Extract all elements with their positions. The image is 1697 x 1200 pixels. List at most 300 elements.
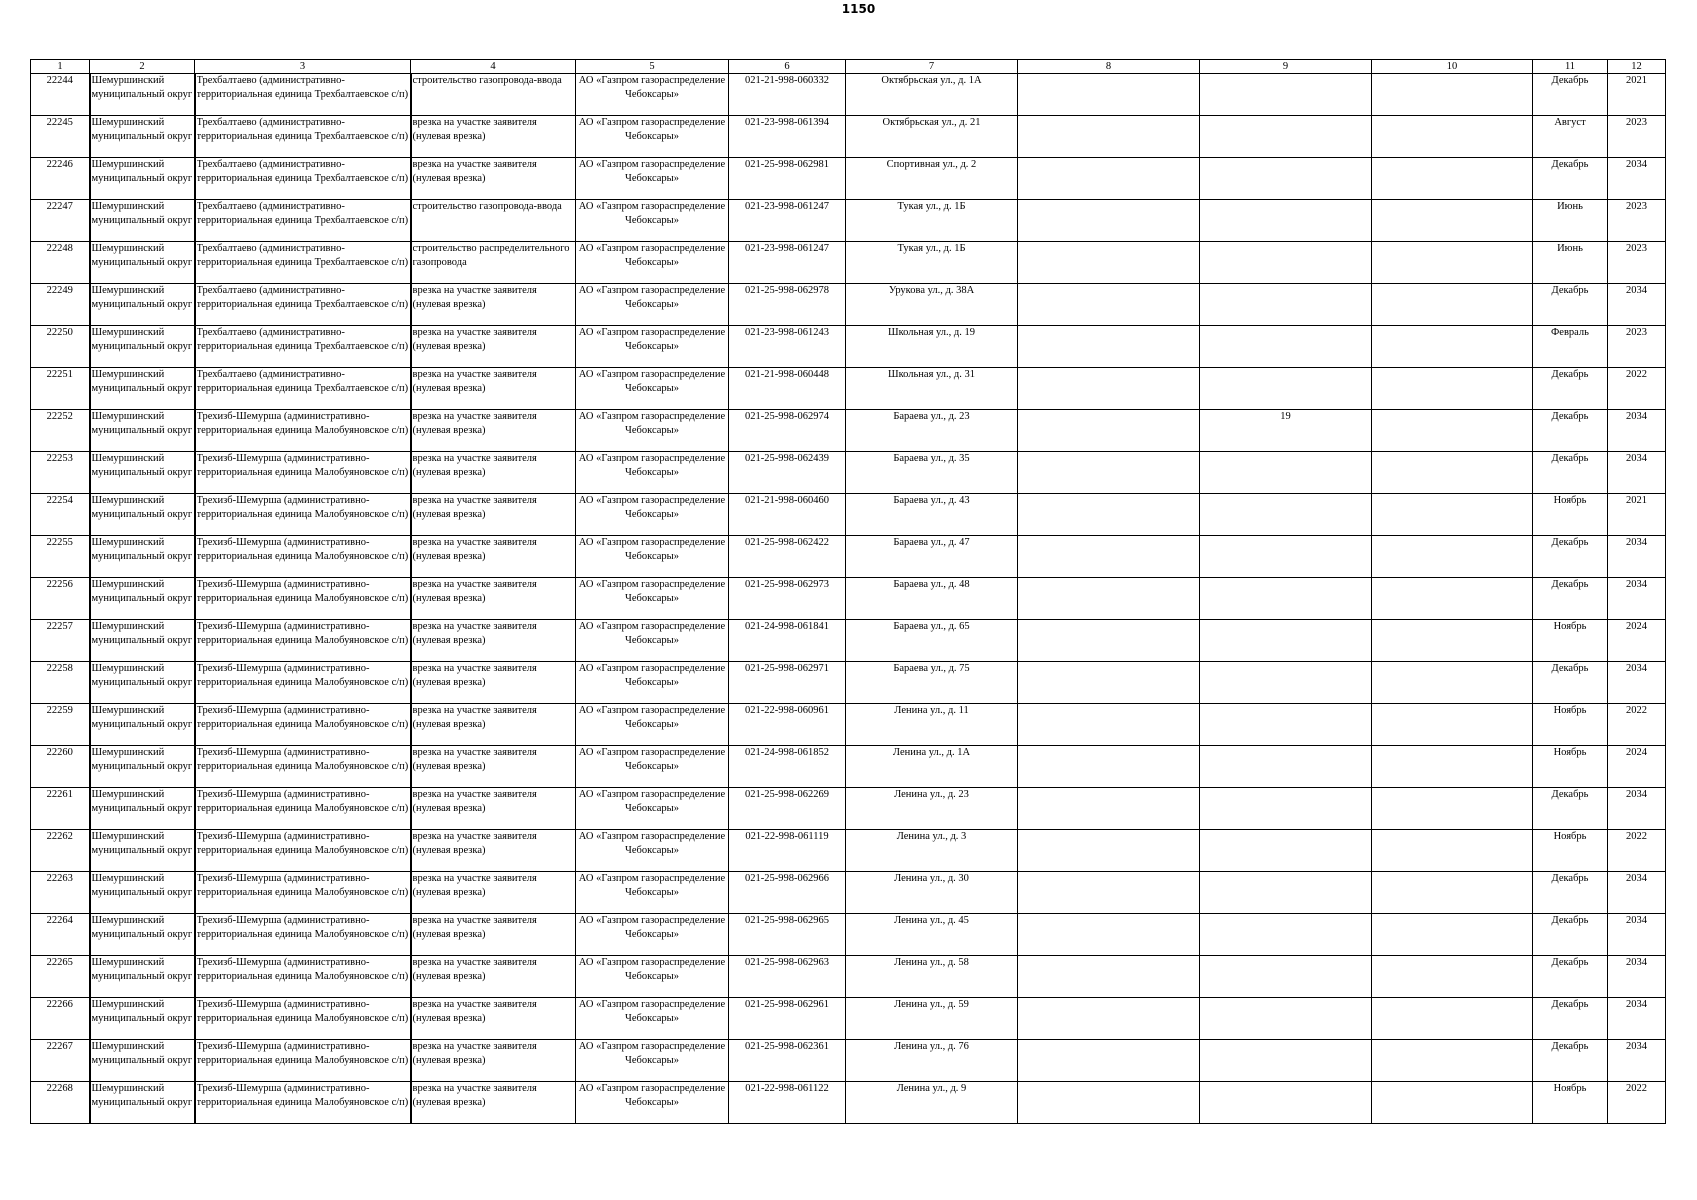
year-cell-text: 2034 [1626,537,1647,548]
row-number-text: 22252 [46,411,73,422]
month-cell [1533,158,1608,200]
organization-cell [576,452,729,494]
table-row [31,410,1666,452]
year-cell-text: 2034 [1626,579,1647,590]
year-cell-text: 2034 [1626,789,1647,800]
address-cell-text: Спортивная ул., д. 2 [886,159,977,170]
column-8-cell [1018,998,1200,1040]
column-10-cell [1372,914,1533,956]
row-number [31,578,90,620]
column-8-cell-text [1019,284,1198,325]
object-code-cell-text: 021-25-998-062965 [745,915,829,926]
column-9-cell-text [1201,536,1370,577]
address-cell [846,242,1018,284]
object-code-cell-text: 021-22-998-061119 [745,831,829,842]
address-cell [846,410,1018,452]
column-9-cell-text [1201,914,1370,955]
table-row [31,1040,1666,1082]
object-code-cell-text: 021-23-998-061243 [745,327,829,338]
work-type-cell [411,116,576,158]
month-cell [1533,452,1608,494]
column-9-cell [1200,242,1372,284]
organization-cell [576,1040,729,1082]
organization-cell [576,662,729,704]
settlement-cell [195,914,411,956]
column-10-cell-text [1373,1040,1531,1081]
object-code-cell [729,746,846,788]
object-code-cell-text: 021-25-998-062439 [745,453,829,464]
column-8-cell-text [1019,704,1198,745]
address-cell-text: Бараева ул., д. 23 [893,411,970,422]
row-number-text: 22253 [46,453,73,464]
year-cell-text: 2022 [1626,1083,1647,1094]
organization-cell [576,1082,729,1124]
column-8-cell [1018,410,1200,452]
column-9-cell-text [1201,284,1370,325]
address-cell-text: Бараева ул., д. 48 [893,579,970,590]
column-8-cell [1018,368,1200,410]
organization-cell-text: АО «Газпром газораспределение Чебоксары» [578,579,726,604]
work-type-cell-text: врезка на участке заявителя (нулевая врезка) [412,873,537,898]
column-header: 9 [1200,60,1372,74]
organization-cell-text: АО «Газпром газораспределение Чебоксары» [578,1041,726,1066]
column-10-cell-text [1373,368,1531,409]
organization-cell-text: АО «Газпром газораспределение Чебоксары» [578,663,726,688]
object-code-cell [729,74,846,116]
work-type-cell-text: врезка на участке заявителя (нулевая врезка) [412,957,537,982]
table-row [31,704,1666,746]
month-cell-text: Декабрь [1551,369,1589,380]
object-code-cell [729,242,846,284]
organization-cell-text: АО «Газпром газораспределение Чебоксары» [578,495,726,520]
district-cell [90,326,195,368]
column-9-cell-text [1201,242,1370,283]
row-number [31,788,90,830]
settlement-cell-text: Трехизб-Шемурша (административно-территориальная единица Малобуяновское с/п) [196,915,409,940]
district-cell-text: Шемуршинский муниципальный округ [91,159,193,184]
column-10-cell-text [1373,200,1531,241]
object-code-cell [729,914,846,956]
organization-cell [576,200,729,242]
month-cell-text: Декабрь [1551,579,1589,590]
work-type-cell [411,74,576,116]
organization-cell-text: АО «Газпром газораспределение Чебоксары» [578,159,726,184]
object-code-cell [729,1040,846,1082]
year-cell [1608,998,1666,1040]
column-10-cell [1372,578,1533,620]
table-row [31,578,1666,620]
year-cell-text: 2034 [1626,1041,1647,1052]
column-8-cell-text [1019,662,1198,703]
organization-cell-text: АО «Газпром газораспределение Чебоксары» [578,327,726,352]
row-number-text: 22265 [46,957,73,968]
column-9-cell-text: 19 [1280,411,1291,422]
settlement-cell [195,704,411,746]
month-cell-text: Декабрь [1551,1041,1589,1052]
column-header: 12 [1608,60,1666,74]
settlement-cell-text: Трехбалтаево (административно-территориальная единица Трехбалтаевское с/п) [196,117,409,142]
month-cell-text: Август [1554,117,1586,128]
row-number-text: 22260 [46,747,73,758]
settlement-cell [195,452,411,494]
table-row [31,536,1666,578]
object-code-cell-text: 021-23-998-061247 [745,243,829,254]
table-body [31,74,1666,1124]
district-cell-text: Шемуршинский муниципальный округ [91,327,193,352]
column-10-cell-text [1373,998,1531,1039]
table-row [31,620,1666,662]
settlement-cell [195,242,411,284]
object-code-cell [729,704,846,746]
column-9-cell [1200,830,1372,872]
row-number [31,662,90,704]
column-8-cell-text [1019,368,1198,409]
table-row [31,74,1666,116]
organization-cell [576,368,729,410]
column-header: 6 [729,60,846,74]
column-10-cell-text [1373,956,1531,997]
district-cell [90,662,195,704]
column-8-cell [1018,956,1200,998]
district-cell-text: Шемуршинский муниципальный округ [91,537,193,562]
column-10-cell [1372,704,1533,746]
year-cell [1608,956,1666,998]
address-cell-text: Ленина ул., д. 45 [894,915,969,926]
object-code-cell-text: 021-23-998-061394 [745,117,829,128]
row-number [31,1040,90,1082]
table-row [31,1082,1666,1124]
column-10-cell-text [1373,326,1531,367]
address-cell [846,326,1018,368]
address-cell-text: Тукая ул., д. 1Б [897,243,966,254]
column-header: 2 [90,60,195,74]
column-10-cell-text [1373,410,1531,451]
district-cell-text: Шемуршинский муниципальный округ [91,1041,193,1066]
settlement-cell-text: Трехизб-Шемурша (административно-территориальная единица Малобуяновское с/п) [196,495,409,520]
row-number [31,452,90,494]
column-8-cell-text [1019,116,1198,157]
object-code-cell [729,998,846,1040]
work-type-cell [411,998,576,1040]
settlement-cell [195,956,411,998]
column-10-cell-text [1373,452,1531,493]
column-10-cell-text [1373,578,1531,619]
column-10-cell [1372,746,1533,788]
row-number [31,746,90,788]
column-header: 1 [31,60,90,74]
table-row [31,956,1666,998]
month-cell-text: Февраль [1551,327,1589,338]
settlement-cell [195,74,411,116]
year-cell [1608,494,1666,536]
column-10-cell-text [1373,116,1531,157]
district-cell-text: Шемуршинский муниципальный округ [91,495,193,520]
column-9-cell [1200,662,1372,704]
object-code-cell [729,1082,846,1124]
year-cell-text: 2034 [1626,999,1647,1010]
object-code-cell-text: 021-25-998-062981 [745,159,829,170]
year-cell-text: 2034 [1626,411,1647,422]
column-header: 11 [1533,60,1608,74]
year-cell [1608,158,1666,200]
column-9-cell [1200,368,1372,410]
settlement-cell [195,662,411,704]
work-type-cell-text: врезка на участке заявителя (нулевая врезка) [412,915,537,940]
column-9-cell [1200,116,1372,158]
address-cell [846,200,1018,242]
column-8-cell [1018,158,1200,200]
year-cell [1608,704,1666,746]
column-10-cell-text [1373,158,1531,199]
settlement-cell-text: Трехбалтаево (административно-территориальная единица Трехбалтаевское с/п) [196,159,409,184]
district-cell [90,200,195,242]
year-cell-text: 2023 [1626,117,1647,128]
column-8-cell [1018,620,1200,662]
row-number-text: 22249 [46,285,73,296]
month-cell [1533,578,1608,620]
year-cell-text: 2034 [1626,915,1647,926]
organization-cell-text: АО «Газпром газораспределение Чебоксары» [578,369,726,394]
organization-cell [576,158,729,200]
work-type-cell-text: строительство газопровода-ввода [412,75,562,86]
month-cell [1533,242,1608,284]
column-10-cell-text [1373,74,1531,115]
column-9-cell-text [1201,74,1370,115]
work-type-cell-text: врезка на участке заявителя (нулевая врезка) [412,495,537,520]
district-cell [90,914,195,956]
column-9-cell [1200,536,1372,578]
month-cell-text: Декабрь [1551,75,1589,86]
work-type-cell-text: врезка на участке заявителя (нулевая врезка) [412,663,537,688]
column-8-cell-text [1019,620,1198,661]
month-cell [1533,872,1608,914]
table-row [31,116,1666,158]
column-9-cell [1200,326,1372,368]
work-type-cell [411,410,576,452]
year-cell-text: 2034 [1626,285,1647,296]
settlement-cell-text: Трехизб-Шемурша (административно-территориальная единица Малобуяновское с/п) [196,1041,409,1066]
district-cell-text: Шемуршинский муниципальный округ [91,705,193,730]
row-number [31,410,90,452]
work-type-cell [411,788,576,830]
address-cell-text: Ленина ул., д. 58 [894,957,969,968]
work-type-cell-text: врезка на участке заявителя (нулевая врезка) [412,159,537,184]
month-cell [1533,536,1608,578]
month-cell-text: Декабрь [1551,159,1589,170]
object-code-cell-text: 021-25-998-062963 [745,957,829,968]
object-code-cell [729,830,846,872]
address-cell-text: Школьная ул., д. 19 [887,327,976,338]
settlement-cell-text: Трехбалтаево (административно-территориальная единица Трехбалтаевское с/п) [196,243,409,268]
column-8-cell-text [1019,1082,1198,1123]
settlement-cell [195,1082,411,1124]
column-8-cell-text [1019,452,1198,493]
work-type-cell [411,704,576,746]
column-10-cell [1372,830,1533,872]
address-cell-text: Бараева ул., д. 43 [893,495,970,506]
work-type-cell-text: врезка на участке заявителя (нулевая врезка) [412,117,537,142]
work-type-cell [411,200,576,242]
month-cell [1533,116,1608,158]
organization-cell-text: АО «Газпром газораспределение Чебоксары» [578,831,726,856]
work-type-cell [411,746,576,788]
settlement-cell [195,200,411,242]
row-number [31,326,90,368]
column-10-cell [1372,788,1533,830]
organization-cell-text: АО «Газпром газораспределение Чебоксары» [578,621,726,646]
district-cell [90,956,195,998]
column-9-cell [1200,410,1372,452]
address-cell-text: Урукова ул., д. 38А [888,285,975,296]
address-cell-text: Ленина ул., д. 11 [894,705,969,716]
district-cell [90,872,195,914]
column-8-cell [1018,116,1200,158]
month-cell [1533,662,1608,704]
district-cell-text: Шемуршинский муниципальный округ [91,621,193,646]
table-row [31,788,1666,830]
table-row [31,368,1666,410]
month-cell-text: Декабрь [1551,285,1589,296]
month-cell-text: Декабрь [1551,411,1589,422]
district-cell [90,830,195,872]
address-cell [846,956,1018,998]
object-code-cell [729,872,846,914]
settlement-cell [195,578,411,620]
object-code-cell-text: 021-22-998-061122 [745,1083,829,1094]
column-9-cell-text [1201,746,1370,787]
month-cell [1533,956,1608,998]
organization-cell-text: АО «Газпром газораспределение Чебоксары» [578,1083,726,1108]
settlement-cell-text: Трехизб-Шемурша (административно-территориальная единица Малобуяновское с/п) [196,621,409,646]
year-cell-text: 2024 [1626,747,1647,758]
address-cell-text: Октябрьская ул., д. 21 [882,117,981,128]
settlement-cell-text: Трехизб-Шемурша (административно-территориальная единица Малобуяновское с/п) [196,705,409,730]
column-8-cell [1018,746,1200,788]
year-cell [1608,116,1666,158]
row-number [31,368,90,410]
work-type-cell-text: врезка на участке заявителя (нулевая врезка) [412,705,537,730]
work-type-cell-text: врезка на участке заявителя (нулевая врезка) [412,621,537,646]
column-8-cell [1018,662,1200,704]
object-code-cell [729,536,846,578]
organization-cell [576,494,729,536]
organization-cell [576,536,729,578]
column-header: 8 [1018,60,1200,74]
work-type-cell-text: врезка на участке заявителя (нулевая врезка) [412,327,537,352]
organization-cell [576,830,729,872]
settlement-cell-text: Трехизб-Шемурша (административно-территориальная единица Малобуяновское с/п) [196,537,409,562]
object-code-cell [729,578,846,620]
district-cell-text: Шемуршинский муниципальный округ [91,411,193,436]
column-8-cell [1018,494,1200,536]
address-cell [846,914,1018,956]
month-cell-text: Ноябрь [1553,705,1587,716]
organization-cell-text: АО «Газпром газораспределение Чебоксары» [578,705,726,730]
column-9-cell-text [1201,1082,1370,1123]
column-8-cell-text [1019,872,1198,913]
column-10-cell-text [1373,704,1531,745]
month-cell [1533,1040,1608,1082]
month-cell-text: Ноябрь [1553,831,1587,842]
year-cell-text: 2022 [1626,705,1647,716]
organization-cell-text: АО «Газпром газораспределение Чебоксары» [578,747,726,772]
year-cell-text: 2021 [1626,495,1647,506]
column-10-cell [1372,956,1533,998]
address-cell-text: Бараева ул., д. 65 [893,621,970,632]
column-8-cell [1018,74,1200,116]
column-10-cell-text [1373,284,1531,325]
table-row [31,998,1666,1040]
table-row [31,200,1666,242]
work-type-cell-text: врезка на участке заявителя (нулевая врезка) [412,579,537,604]
column-9-cell [1200,704,1372,746]
month-cell [1533,284,1608,326]
row-number-text: 22261 [46,789,73,800]
district-cell-text: Шемуршинский муниципальный округ [91,1083,193,1108]
month-cell [1533,704,1608,746]
address-cell [846,494,1018,536]
object-code-cell-text: 021-22-998-060961 [745,705,829,716]
organization-cell [576,410,729,452]
month-cell-text: Июнь [1557,201,1583,212]
table-row [31,452,1666,494]
address-cell-text: Ленина ул., д. 1А [892,747,971,758]
month-cell-text: Декабрь [1551,915,1589,926]
column-8-cell [1018,452,1200,494]
column-8-cell [1018,830,1200,872]
object-code-cell-text: 021-25-998-062269 [745,789,829,800]
settlement-cell-text: Трехизб-Шемурша (административно-территориальная единица Малобуяновское с/п) [196,789,409,814]
month-cell [1533,914,1608,956]
work-type-cell-text: врезка на участке заявителя (нулевая врезка) [412,999,537,1024]
column-10-cell [1372,620,1533,662]
column-8-cell [1018,242,1200,284]
organization-cell-text: АО «Газпром газораспределение Чебоксары» [578,453,726,478]
work-type-cell-text: врезка на участке заявителя (нулевая врезка) [412,411,537,436]
column-10-cell [1372,326,1533,368]
object-code-cell [729,620,846,662]
district-cell-text: Шемуршинский муниципальный округ [91,75,193,100]
address-cell [846,830,1018,872]
column-9-cell [1200,200,1372,242]
organization-cell-text: АО «Газпром газораспределение Чебоксары» [578,75,726,100]
object-code-cell-text: 021-21-998-060332 [745,75,829,86]
object-code-cell [729,200,846,242]
column-9-cell-text [1201,116,1370,157]
month-cell [1533,998,1608,1040]
column-9-cell-text [1201,998,1370,1039]
month-cell [1533,830,1608,872]
row-number [31,704,90,746]
month-cell-text: Июнь [1557,243,1583,254]
column-10-cell-text [1373,788,1531,829]
column-9-cell-text [1201,200,1370,241]
year-cell-text: 2023 [1626,201,1647,212]
object-code-cell [729,452,846,494]
district-cell [90,74,195,116]
column-9-cell-text [1201,452,1370,493]
district-cell-text: Шемуршинский муниципальный округ [91,957,193,982]
settlement-cell-text: Трехизб-Шемурша (административно-территориальная единица Малобуяновское с/п) [196,663,409,688]
address-cell-text: Ленина ул., д. 76 [894,1041,969,1052]
month-cell-text: Декабрь [1551,999,1589,1010]
organization-cell-text: АО «Газпром газораспределение Чебоксары» [578,537,726,562]
column-10-cell [1372,998,1533,1040]
year-cell-text: 2034 [1626,873,1647,884]
column-9-cell [1200,788,1372,830]
organization-cell [576,326,729,368]
month-cell-text: Декабрь [1551,663,1589,674]
